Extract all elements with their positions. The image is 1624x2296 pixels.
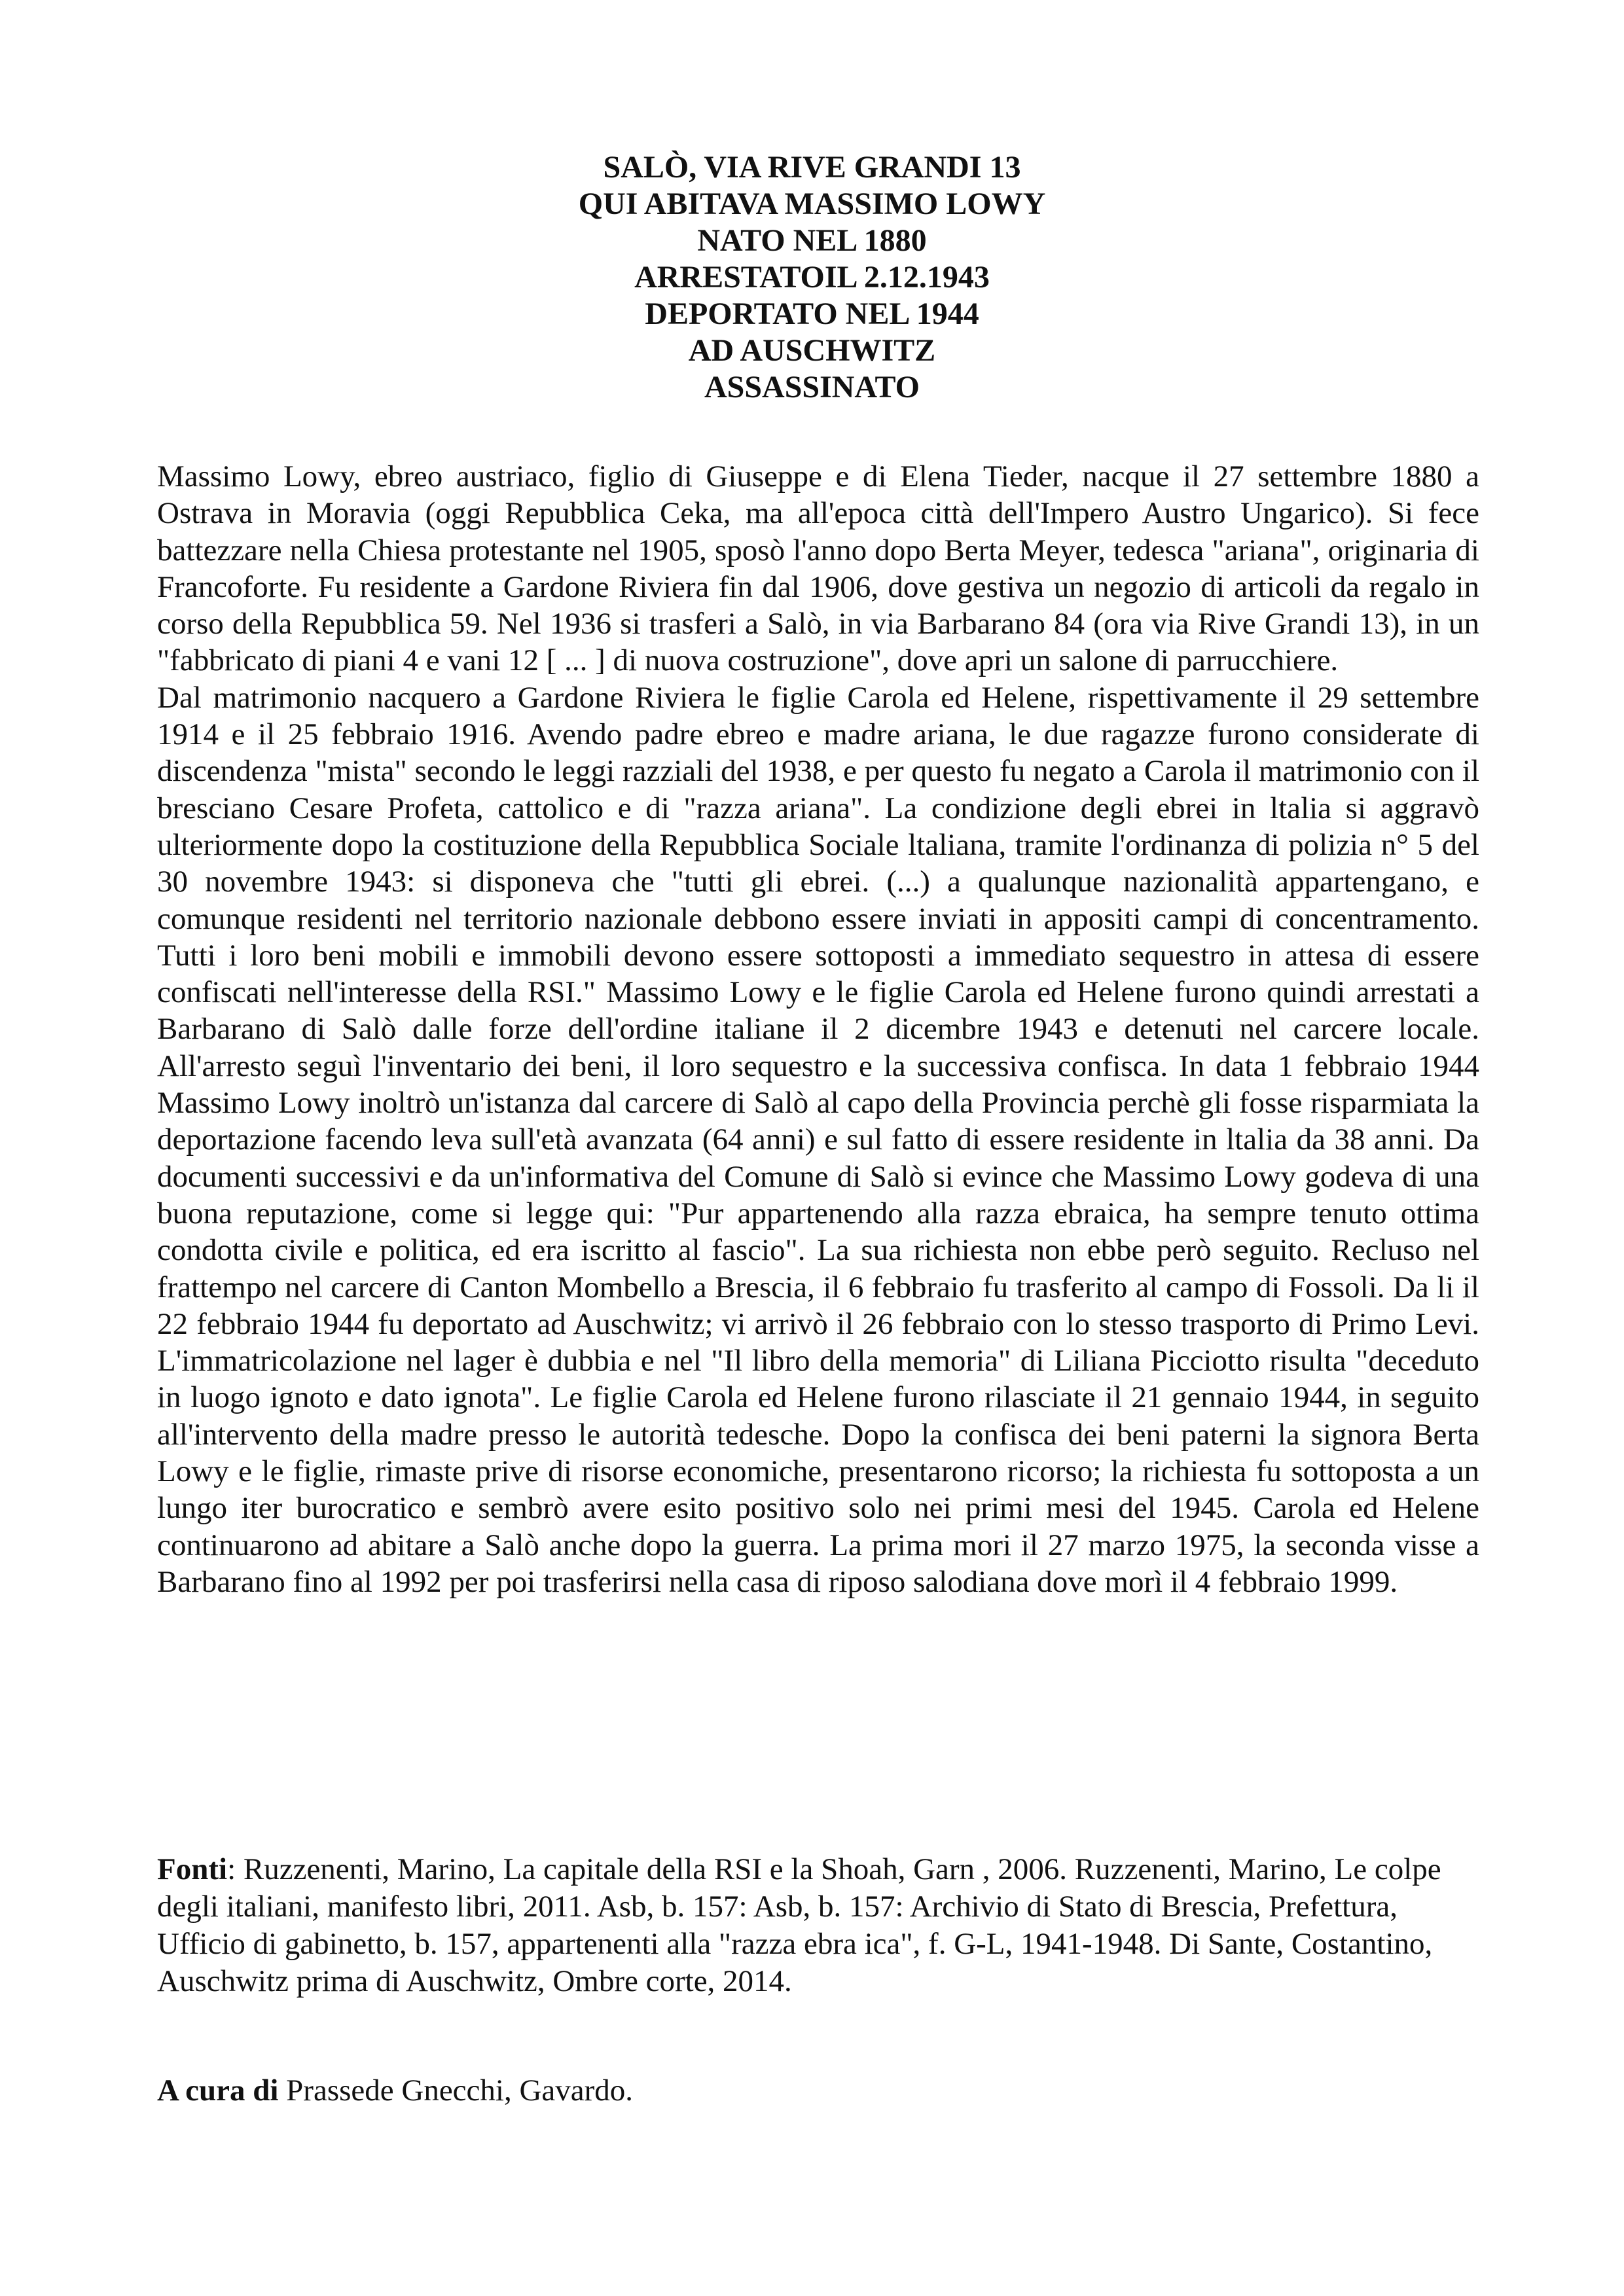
heading-line: QUI ABITAVA MASSIMO LOWY bbox=[578, 187, 1046, 221]
heading-line: ARRESTATOIL 2.12.1943 bbox=[634, 260, 990, 295]
curated-by bbox=[157, 2072, 633, 2109]
biography-paragraph: Massimo Lowy, ebreo austriaco, figlio di Giuseppe e di Elena Tieder, nacque il 27 settembre 1880 a Ostrava in Moravia (oggi Repubblica Ceka, ma all'epoca città dell'Impero Austro Ungarico). Si fece battezzare nella Chiesa protestante nel 1905, sposò l'anno dopo Berta Meyer, tedesca "ariana", originaria di Francoforte. Fu residente a Gardone Riviera fin dal 1906, dove gestiva un negozio di articoli da regalo in corso della Repubblica 59. Nel 1936 si trasferi a Salò, in via Barbarano 84 (ora via Rive Grandi 13), in un "fabbricato di piani 4 e vani 12 [ ... ] di nuova costruzione", dove apri un salone di parrucchiere. bbox=[157, 459, 1479, 678]
heading-line: DEPORTATO NEL 1944 bbox=[645, 296, 979, 331]
heading-line: ASSASSINATO bbox=[704, 370, 920, 404]
biography-paragraph: Dal matrimonio nacquero a Gardone Riviera le figlie Carola ed Helene, rispettivamente il 29 settembre 1914 e il 25 febbraio 1916. Avendo padre ebreo e madre ariana, le due ragazze furono considerate di discendenza "mista" secondo le leggi razziali del 1938, e per questo fu negato a Carola il matrimonio con il bresciano Cesare Profeta, cattolico e di "razza ariana". La condizione degli ebrei in ltalia si aggravò ulteriormente dopo la costituzione della Repubblica Sociale ltaliana, tramite l'ordinanza di polizia n° 5 del 30 novembre 1943: si disponeva che "tutti gli ebrei. (...) a qualunque nazionalità appartengano, e comunque residenti nel territorio nazionale debbono essere inviati in appositi campi di concentramento. Tutti i loro beni mobili e immobili devono essere sottoposti a immediato sequestro in attesa di essere confiscati nell'interesse della RSI." Massimo Lowy e le figlie Carola ed Helene furono quindi arrestati a Barbarano di Salò dalle forze dell'ordine italiane il 2 dicembre 1943 e detenuti nel carcere locale. All'arresto seguì l'inventario dei beni, il loro sequestro e la successiva confisca. In data 1 febbraio 1944 Massimo Lowy inoltrò un'istanza dal carcere di Salò al capo della Provincia perchè gli fosse risparmiata la deportazione facendo leva sull'età avanzata (64 anni) e sul fatto di essere residente in ltalia da 38 anni. Da documenti successivi e da un'informativa del Comune di Salò si evince che Massimo Lowy godeva di una buona reputazione, come si legge qui: "Pur appartenendo alla razza ebraica, ha sempre tenuto ottima condotta civile e politica, ed era iscritto al fascio". La sua richiesta non ebbe però seguito. Recluso nel frattempo nel carcere di Canton Mombello a Brescia, il 6 febbraio fu trasferito al campo di Fossoli. Da li il 22 febbraio 1944 fu deportato ad Auschwitz; vi arrivò il 26 febbraio con lo stesso trasporto di Primo Levi. L'immatricolazione nel lager è dubbia e nel "Il libro della memoria" di Liliana Picciotto risulta "deceduto in luogo ignoto e dato ignota". Le figlie Carola ed Helene furono rilasciate il 21 gennaio 1944, in seguito all'intervento della madre presso le autorità tedesche. Dopo la confisca dei beni paterni la signora Berta Lowy e le figlie, rimaste prive di risorse economiche, presentarono ricorso; la richiesta fu sottoposta a un lungo iter burocratico e sembrò avere esito positivo solo nei primi mesi del 1945. Carola ed Helene continuarono ad abitare a Salò anche dopo la guerra. La prima mori il 27 marzo 1975, la seconda visse a Barbarano fino al 1992 per poi trasferirsi nella casa di riposo salodiana dove morì il 4 febbraio 1999. bbox=[157, 680, 1479, 1599]
sources-label: Fonti bbox=[157, 1852, 228, 1886]
biography-text bbox=[157, 458, 1479, 1600]
heading-line: AD AUSCHWITZ bbox=[688, 333, 936, 368]
sources-text: : Ruzzenenti, Marino, La capitale della RSI e la Shoah, Garn , 2006. Ruzzenenti, Marino, Le colpe degli italiani, manifesto libri, 2011. Asb, b. 157: Asb, b. 157: Archivio di Stato di Brescia, Prefettura, Ufficio di gabinetto, b. 157, appartenenti alla "razza ebra ica", f. G-L, 1941-1948. Di Sante, Costantino, Auschwitz prima di Auschwitz, Ombre corte, 2014. bbox=[157, 1852, 1441, 1998]
curated-text: Prassede Gnecchi, Gavardo. bbox=[278, 2073, 634, 2108]
plaque-heading bbox=[0, 149, 1624, 406]
sources-section bbox=[157, 1851, 1479, 2000]
heading-line: NATO NEL 1880 bbox=[697, 223, 927, 258]
heading-line: SALÒ, VIA RIVE GRANDI 13 bbox=[603, 150, 1021, 185]
curated-label: A cura di bbox=[157, 2073, 279, 2108]
sources-paragraph bbox=[157, 1851, 1479, 2000]
